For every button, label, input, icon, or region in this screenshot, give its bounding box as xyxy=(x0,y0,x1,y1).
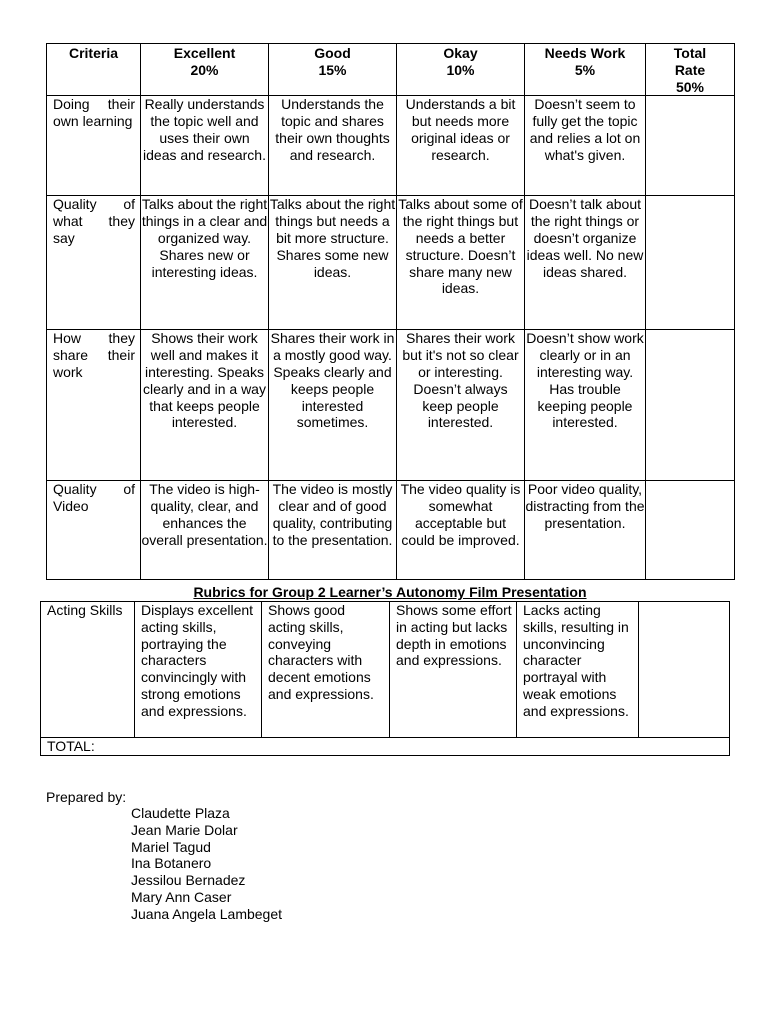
header-criteria: Criteria xyxy=(47,44,141,96)
needs-work-cell: Doesn’t show work clearly or in an interesting way. Has trouble keeping people interested. xyxy=(525,330,646,481)
prepared-by-label: Prepared by: xyxy=(46,789,127,805)
total-rate-cell xyxy=(646,330,735,481)
preparer-name: Mariel Tagud xyxy=(131,838,211,855)
total-rate-cell xyxy=(646,96,735,196)
header-needs-work: Needs Work 5% xyxy=(525,44,646,96)
excellent-cell: Shows their work well and makes it interesting. Speaks clearly and in a way that keeps people interested. xyxy=(141,330,269,481)
total-rate-cell xyxy=(639,602,730,738)
rubric-table xyxy=(46,43,735,580)
criteria-cell: Acting Skills xyxy=(41,602,135,738)
okay-cell: The video quality is somewhat acceptable but could be improved. xyxy=(397,481,525,580)
okay-cell: Understands a bit but needs more original ideas or research. xyxy=(397,96,525,196)
total-label: TOTAL: xyxy=(41,738,730,756)
table-row xyxy=(41,602,730,738)
okay-cell: Talks about some of the right things but needs a better structure. Doesn’t share many new ideas. xyxy=(397,196,525,330)
good-cell: Understands the topic and shares their own thoughts and research. xyxy=(269,96,397,196)
header-total-rate: Total Rate 50% xyxy=(646,44,735,96)
total-rate-cell xyxy=(646,481,735,580)
good-cell: Shows good acting skills, conveying characters with decent emotions and expressions. xyxy=(262,602,390,738)
excellent-cell: The video is high-quality, clear, and enhances the overall presentation. xyxy=(141,481,269,580)
acting-skills-table xyxy=(40,601,730,756)
needs-work-cell: Doesn’t talk about the right things or doesn’t organize ideas well. No new ideas shared. xyxy=(525,196,646,330)
okay-cell: Shares their work but it's not so clear or interesting. Doesn’t always keep people interested. xyxy=(397,330,525,481)
criteria-cell: Quality of Video xyxy=(47,481,141,580)
excellent-cell: Displays excellent acting skills, portraying the characters convincingly with strong emotions and expressions. xyxy=(135,602,262,738)
needs-work-cell: Lacks acting skills, resulting in unconvincing character portrayal with weak emotions and expressions. xyxy=(517,602,639,738)
needs-work-cell: Doesn’t seem to fully get the topic and relies a lot on what's given. xyxy=(525,96,646,196)
good-cell: Shares their work in a mostly good way. Speaks clearly and keeps people interested sometimes. xyxy=(269,330,397,481)
needs-work-cell: Poor video quality, distracting from the presentation. xyxy=(525,481,646,580)
preparer-name: Mary Ann Caser xyxy=(131,888,232,905)
preparer-name: Ina Botanero xyxy=(131,855,212,872)
good-cell: Talks about the right things but needs a bit more structure. Shares some new ideas. xyxy=(269,196,397,330)
total-row xyxy=(41,738,730,756)
table-row xyxy=(47,96,735,196)
total-rate-cell xyxy=(646,196,735,330)
good-cell: The video is mostly clear and of good quality, contributing to the presentation. xyxy=(269,481,397,580)
table-row xyxy=(47,196,735,330)
preparer-name: Jessilou Bernadez xyxy=(131,872,246,889)
excellent-cell: Really understands the topic well and uses their own ideas and research. xyxy=(141,96,269,196)
header-excellent: Excellent 20% xyxy=(141,44,269,96)
table-row xyxy=(47,330,735,481)
header-okay: Okay 10% xyxy=(397,44,525,96)
criteria-cell: How they share their work xyxy=(47,330,141,481)
excellent-cell: Talks about the right things in a clear and organized way. Shares new or interesting ideas. xyxy=(141,196,269,330)
criteria-cell: Doing their own learning xyxy=(47,96,141,196)
preparer-name: Jean Marie Dolar xyxy=(131,821,238,838)
preparer-names xyxy=(131,805,282,923)
criteria-cell: Quality of what they say xyxy=(47,196,141,330)
preparer-name: Juana Angela Lambeget xyxy=(131,905,283,922)
table-row xyxy=(47,481,735,580)
header-good: Good 15% xyxy=(269,44,397,96)
preparer-name: Claudette Plaza xyxy=(131,805,230,821)
okay-cell: Shows some effort in acting but lacks depth in emotions and expressions. xyxy=(390,602,517,738)
rubric-header-row xyxy=(47,44,735,96)
rubric-subtitle: Rubrics for Group 2 Learner’s Autonomy Film Presentation xyxy=(193,584,587,600)
